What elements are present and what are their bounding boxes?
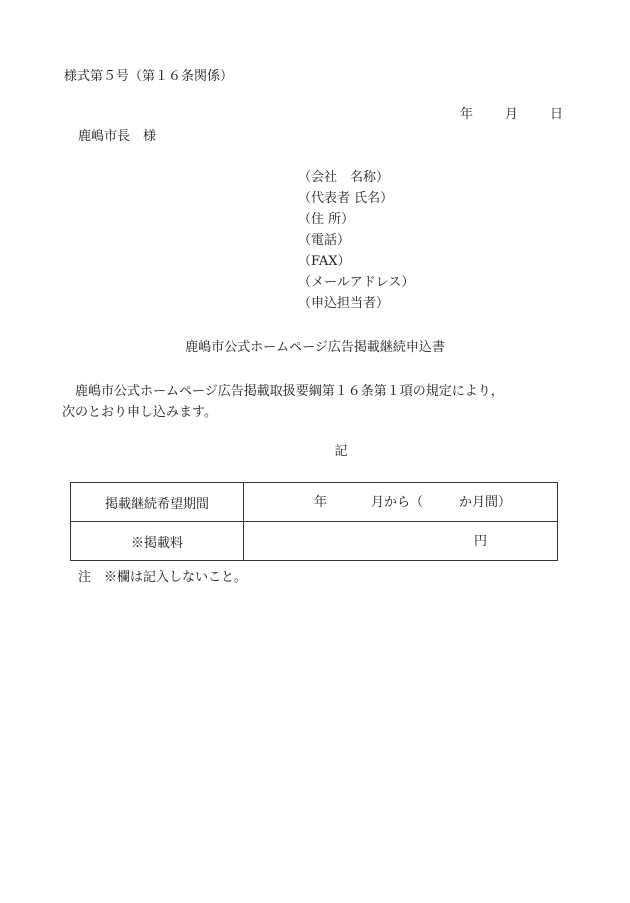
body-text xyxy=(62,381,582,423)
form-number: 様式第５号（第１６条関係） xyxy=(64,69,234,84)
field-company-name: （会社 名称） xyxy=(298,170,390,185)
fee-value-cell[interactable] xyxy=(244,522,558,561)
field-contact-person: （申込担当者） xyxy=(298,296,390,311)
addressee: 鹿嶋市長 様 xyxy=(78,129,157,144)
fee-label: ※掲載料 xyxy=(71,522,244,561)
fee-unit: 円 xyxy=(474,534,488,549)
ki-label: 記 xyxy=(334,444,348,459)
date-line xyxy=(460,108,563,121)
date-year: 年 xyxy=(460,107,474,122)
period-month-from: 月から（ xyxy=(371,495,424,510)
date-month: 月 xyxy=(505,107,519,122)
field-representative-name: （代表者 氏名） xyxy=(298,191,394,206)
field-email: （メールアドレス） xyxy=(298,275,415,290)
period-value-cell[interactable] xyxy=(244,483,558,522)
field-fax: （FAX） xyxy=(298,254,351,269)
document-title: 鹿嶋市公式ホームページ広告掲載継続申込書 xyxy=(185,340,445,355)
field-phone: （電話） xyxy=(298,233,351,248)
body-line-1: 鹿嶋市公式ホームページ広告掲載取扱要綱第１６条第１項の規定により， xyxy=(75,384,504,399)
note: 注 ※欄は記入しないこと。 xyxy=(78,570,248,585)
period-year: 年 xyxy=(314,495,328,510)
application-table xyxy=(70,482,558,561)
body-line-2: 次のとおり申し込みます。 xyxy=(62,405,217,420)
applicant-fields xyxy=(298,171,414,318)
field-address: （住 所） xyxy=(298,212,355,227)
period-label: 掲載継続希望期間 xyxy=(71,483,244,522)
date-day: 日 xyxy=(550,107,564,122)
period-months: か月間） xyxy=(459,495,512,510)
table-row xyxy=(71,483,558,522)
table-row xyxy=(71,522,558,561)
